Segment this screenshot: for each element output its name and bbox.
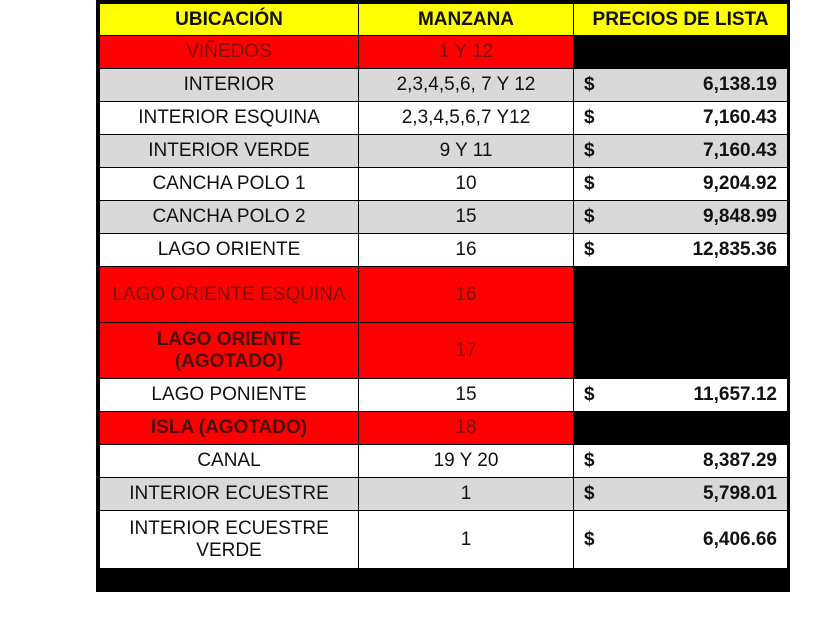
price-value: 9,848.99 <box>703 206 777 228</box>
header-ubicacion: UBICACIÓN <box>100 4 359 36</box>
price-value: 11,657.12 <box>693 384 777 406</box>
row-price-unavailable <box>574 36 788 69</box>
table-row <box>100 102 788 135</box>
currency-symbol: $ <box>584 74 595 96</box>
table-row <box>100 511 788 569</box>
table-row <box>100 412 788 445</box>
row-ubicacion: LAGO ORIENTE <box>100 234 359 267</box>
currency-symbol: $ <box>584 206 595 228</box>
row-ubicacion: CANCHA POLO 2 <box>100 201 359 234</box>
price-list-table <box>96 0 790 592</box>
table-row <box>100 234 788 267</box>
row-manzana: 1 Y 12 <box>359 36 574 69</box>
row-ubicacion-line1: LAGO ORIENTE <box>156 328 302 350</box>
row-manzana: 17 <box>359 323 574 379</box>
row-ubicacion: CANAL <box>100 445 359 478</box>
row-ubicacion: INTERIOR ESQUINA <box>100 102 359 135</box>
header-manzana: MANZANA <box>359 4 574 36</box>
table-row <box>100 36 788 69</box>
table-row <box>100 379 788 412</box>
row-ubicacion: ISLA (AGOTADO) <box>100 412 359 445</box>
row-ubicacion-line2: VERDE <box>196 539 262 561</box>
price-value: 7,160.43 <box>703 107 777 129</box>
row-ubicacion <box>100 511 359 569</box>
row-ubicacion: INTERIOR VERDE <box>100 135 359 168</box>
currency-symbol: $ <box>584 173 595 195</box>
row-manzana: 1 <box>359 478 574 511</box>
row-ubicacion: VIÑEDOS <box>100 36 359 69</box>
currency-symbol: $ <box>584 450 595 472</box>
row-price <box>574 511 788 569</box>
currency-symbol: $ <box>584 239 595 261</box>
currency-symbol: $ <box>584 528 595 550</box>
currency-symbol: $ <box>584 483 595 505</box>
table-row <box>100 135 788 168</box>
row-manzana: 2,3,4,5,6, 7 Y 12 <box>359 69 574 102</box>
table-row <box>100 201 788 234</box>
price-value: 6,138.19 <box>703 74 777 96</box>
price-value: 7,160.43 <box>703 140 777 162</box>
row-manzana: 16 <box>359 234 574 267</box>
table-row <box>100 323 788 379</box>
row-price-unavailable <box>574 267 788 323</box>
price-value: 9,204.92 <box>703 173 777 195</box>
table-row <box>100 168 788 201</box>
table-row <box>100 478 788 511</box>
row-price <box>574 102 788 135</box>
row-price <box>574 379 788 412</box>
price-value: 8,387.29 <box>703 450 777 472</box>
row-manzana: 19 Y 20 <box>359 445 574 478</box>
row-price <box>574 201 788 234</box>
row-ubicacion: CANCHA POLO 1 <box>100 168 359 201</box>
row-manzana: 10 <box>359 168 574 201</box>
row-manzana: 15 <box>359 379 574 412</box>
row-price <box>574 69 788 102</box>
row-ubicacion-line2: (AGOTADO) <box>174 350 284 372</box>
row-manzana: 2,3,4,5,6,7 Y12 <box>359 102 574 135</box>
row-price <box>574 445 788 478</box>
row-price-unavailable <box>574 412 788 445</box>
row-ubicacion <box>100 323 359 379</box>
table-row <box>100 69 788 102</box>
price-table <box>99 3 788 569</box>
currency-symbol: $ <box>584 107 595 129</box>
row-price <box>574 478 788 511</box>
price-value: 5,798.01 <box>703 483 777 505</box>
price-value: 6,406.66 <box>703 528 777 550</box>
header-precios: PRECIOS DE LISTA <box>574 4 788 36</box>
table-header-row <box>100 4 788 36</box>
row-ubicacion-line1: INTERIOR ECUESTRE <box>129 517 329 539</box>
row-price <box>574 168 788 201</box>
row-manzana: 18 <box>359 412 574 445</box>
row-manzana: 15 <box>359 201 574 234</box>
table-row <box>100 445 788 478</box>
row-ubicacion: INTERIOR <box>100 69 359 102</box>
row-price <box>574 234 788 267</box>
row-ubicacion: LAGO ORIENTE ESQUINA <box>100 267 359 323</box>
row-manzana: 16 <box>359 267 574 323</box>
row-ubicacion: INTERIOR ECUESTRE <box>100 478 359 511</box>
row-price <box>574 135 788 168</box>
row-price-unavailable <box>574 323 788 379</box>
price-value: 12,835.36 <box>692 239 777 261</box>
table-row <box>100 267 788 323</box>
currency-symbol: $ <box>584 140 595 162</box>
row-manzana: 9 Y 11 <box>359 135 574 168</box>
row-ubicacion: LAGO PONIENTE <box>100 379 359 412</box>
currency-symbol: $ <box>584 384 595 406</box>
row-manzana: 1 <box>359 511 574 569</box>
